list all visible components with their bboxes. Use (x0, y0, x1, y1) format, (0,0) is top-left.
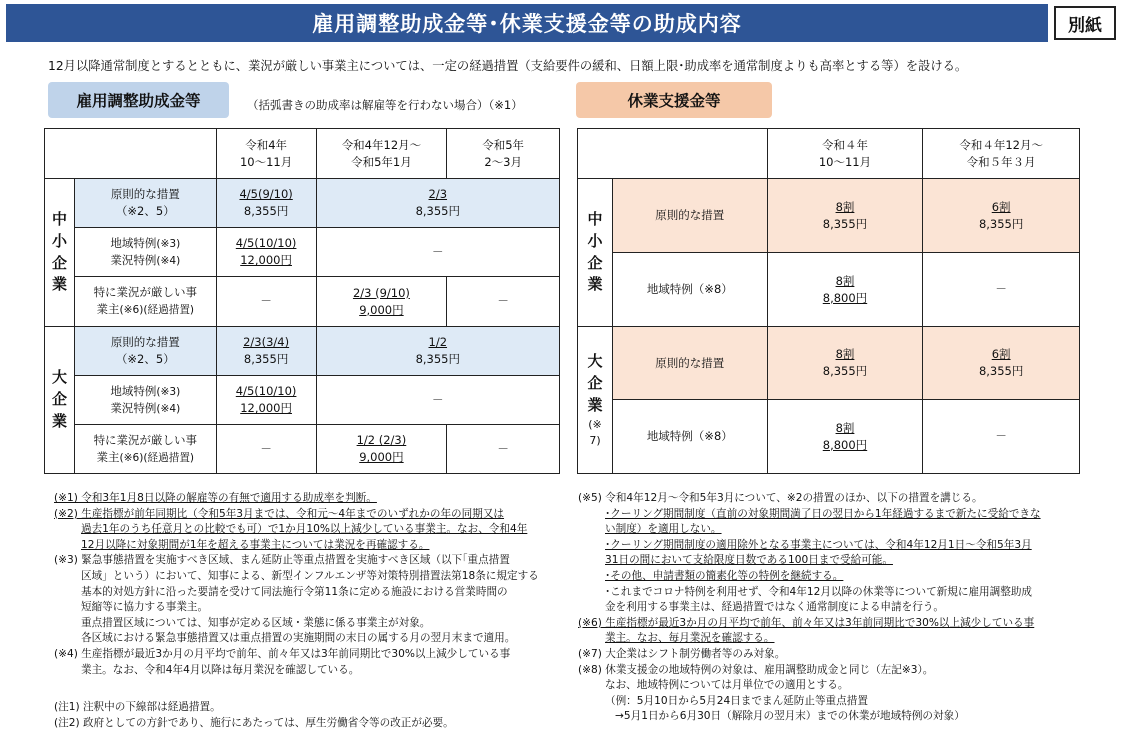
footnote: (※3) 緊急事態措置を実施すべき区域、まん延防止等重点措置を実施すべき区域（以下｢重点措置 (54, 554, 510, 567)
column-header: 令和5年 2～3月 (447, 129, 560, 179)
footnote: (※2) 生産指標が前年同期比（令和5年3月までは、令和元～4年までのいずれかの年の同期又は (54, 507, 505, 520)
leave-support-table (577, 128, 1080, 474)
table-corner (45, 129, 217, 179)
footnote: 業主。なお、令和4年4月以降は毎月業況を確認している。 (81, 663, 360, 676)
column-header: 令和４年 10～11月 (767, 129, 923, 179)
footnote: 金を利用する事業主は、経過措置ではなく通常制度による申請を行う。 (605, 601, 944, 614)
table-cell: － (447, 425, 560, 474)
footnote: 区域」という）において、知事による、新型インフルエンザ等対策特別措置法第18条に規定する (81, 569, 539, 582)
footnote: ･その他、申請書類の簡素化等の特例を継続する。 (605, 569, 844, 582)
footnote: 12月以降に対象期間が1年を超える事業主については業況を再確認する。 (81, 538, 430, 551)
table-cell: － (923, 400, 1080, 474)
footnote: (※5) 令和4年12月～令和5年3月について、※2の措置のほか、以下の措置を講じる。 (578, 492, 983, 504)
remark: (注1) 注釈中の下線部は経過措置。 (54, 701, 221, 713)
footnote: 基本的対処方針に沿った要請を受けて同法施行令第11条に定める施設における営業時間の (81, 585, 508, 598)
table-cell: － (316, 228, 559, 277)
footnote: ･これまでコロナ特例を利用せず、令和4年12月以降の休業等について新規に雇用調整助成 (605, 585, 1033, 598)
column-header: 令和4年12月～ 令和5年1月 (316, 129, 447, 179)
footnote: （例：5月10日から5月24日までまん延防止等重点措置 (605, 694, 868, 707)
table-cell: 4/5(10/10) 12,000円 (216, 376, 316, 425)
column-header: 令和４年12月～ 令和５年３月 (923, 129, 1080, 179)
footnote: (※8) 休業支援金の地域特例の対象は、雇用調整助成金と同じ（左記※3）。 (578, 663, 934, 676)
table-cell: 8割 8,355円 (767, 327, 923, 400)
table-cell: － (316, 376, 559, 425)
table-corner (578, 129, 768, 179)
section-header-note: （括弧書きの助成率は解雇等を行わない場合）（※1） (247, 98, 523, 112)
table-cell: 6割 8,355円 (923, 327, 1080, 400)
footnote: 重点措置区域については、知事が定める区域・業態に係る事業主が対象。 (81, 616, 431, 629)
table-cell: 4/5(10/10) 12,000円 (216, 228, 316, 277)
footnote: 各区域における緊急事態措置又は重点措置の実施期間の末日の属する月の翌月末まで適用。 (81, 632, 516, 645)
intro-text: 12月以降通常制度とするとともに、業況が厳しい事業主については、一定の経過措置（支給要件の緩和、日額上限･助成率を通常制度よりも高率とする等）を設ける。 (48, 59, 968, 73)
row-label: 特に業況が厳しい事 業主(※6)(経過措置) (74, 277, 216, 327)
table-cell: 1/2 (2/3) 9,000円 (316, 425, 447, 474)
table-cell: － (216, 277, 316, 327)
row-label: 地域特例(※3) 業況特例(※4) (74, 376, 216, 425)
footnote: (※4) 生産指標が最近3か月の月平均で前年、前々年又は3年前同期比で30%以上減少している事 (54, 647, 511, 660)
table-cell: 8割 8,800円 (767, 400, 923, 474)
table-cell: 8割 8,355円 (767, 179, 923, 253)
table-cell: 2/3(3/4) 8,355円 (216, 327, 316, 376)
row-label: 特に業況が厳しい事 業主(※6)(経過措置) (74, 425, 216, 474)
category-sme: 中 小 企 業 (578, 179, 613, 327)
table-cell: 1/2 8,355円 (316, 327, 559, 376)
footnote: い制度）を適用しない。 (605, 523, 722, 536)
footnotes-right (578, 491, 1098, 725)
employment-adjustment-table (44, 128, 560, 474)
table-cell: 2/3 8,355円 (316, 179, 559, 228)
footnote: →5月1日から6月30日（解除月の翌月末）までの休業が地域特例の対象） (615, 710, 965, 723)
footnotes-left (54, 491, 564, 678)
footnote: (※6) 生産指標が最近3か月の月平均で前年、前々年又は3年前同期比で30%以上減少している事 (578, 616, 1035, 629)
table-cell: 2/3 (9/10) 9,000円 (316, 277, 447, 327)
row-label: 原則的な措置 (612, 179, 767, 253)
category-large-enterprise: 大 企 業 (※ 7) (578, 327, 613, 474)
table-cell: 6割 8,355円 (923, 179, 1080, 253)
table-cell: 4/5(9/10) 8,355円 (216, 179, 316, 228)
row-label: 地域特例（※8） (612, 253, 767, 327)
table-cell: 8割 8,800円 (767, 253, 923, 327)
row-label: 原則的な措置 （※2、5） (74, 327, 216, 376)
footnote: (※7) 大企業はシフト制労働者等のみ対象。 (578, 647, 786, 660)
category-large-enterprise: 大 企 業 (45, 327, 75, 474)
table-cell: － (216, 425, 316, 474)
table-cell: － (923, 253, 1080, 327)
footnote: ･クーリング期間制度の適用除外となる事業主については、令和4年12月1日～令和5年3月 (605, 538, 1032, 551)
footnote: 短縮等に協力する事業主。 (81, 601, 209, 614)
page-title: 雇用調整助成金等･休業支援金等の助成内容 (6, 4, 1048, 42)
footnote: 業主。なお、毎月業況を確認する。 (605, 632, 775, 645)
footnote: なお、地域特例については月単位での適用とする。 (605, 679, 849, 692)
remark: (注2) 政府としての方針であり、施行にあたっては、厚生労働省令等の改正が必要。 (54, 716, 454, 729)
section-header-employment-adjustment: 雇用調整助成金等 (48, 82, 229, 118)
column-header: 令和4年 10～11月 (216, 129, 316, 179)
footnote: (※1) 令和3年1月8日以降の解雇等の有無で適用する助成率を判断。 (54, 492, 377, 504)
row-label: 地域特例（※8） (612, 400, 767, 474)
row-label: 地域特例(※3) 業況特例(※4) (74, 228, 216, 277)
section-header-leave-support: 休業支援金等 (576, 82, 772, 118)
footnote: ･クーリング期間制度（直前の対象期間満了日の翌日から1年経過するまで新たに受給できな (605, 507, 1041, 520)
remarks (54, 700, 564, 731)
category-sme: 中 小 企 業 (45, 179, 75, 327)
attachment-label: 別紙 (1054, 6, 1116, 40)
table-cell: － (447, 277, 560, 327)
row-label: 原則的な措置 (612, 327, 767, 400)
footnote: 過去1年のうち任意月との比較でも可）で1か月10%以上減少している事業主。なお、令和4年 (81, 523, 528, 536)
row-label: 原則的な措置 （※2、5） (74, 179, 216, 228)
footnote: 31日の間において支給限度日数である100日まで受給可能。 (605, 554, 893, 567)
